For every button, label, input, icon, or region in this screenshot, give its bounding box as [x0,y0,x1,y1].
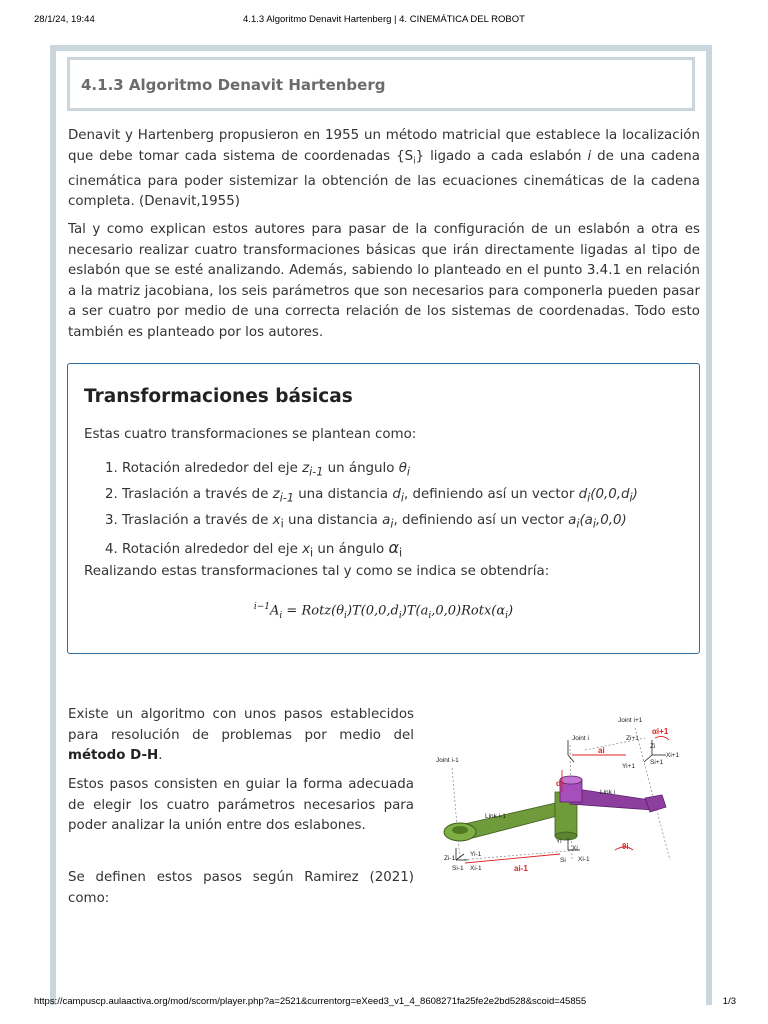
page-url: https://campuscp.aulaactiva.org/mod/scorm/player.php?a=2521&currentorg=eXeed3_v1_4_8608271fa25fe2e2bd528&scoid=45855 [34,996,587,1007]
label-joint-i: Joint i [572,735,589,742]
svg-text:Yi+1: Yi+1 [622,763,635,770]
svg-text:Si+1: Si+1 [650,759,664,766]
svg-text:Zi+1: Zi+1 [626,735,639,742]
explanation-paragraph: Tal y como explican estos autores para pasar de la configuración de un eslabón a otra es necesario realizar cuatro transformaciones básicas que irán directamente ligadas al tipo de eslabón que se esté analizando. Además, sabiendo lo planteado en el punto 3.4.1 en relación a la matriz jacobiana, los seis parámetros que son necesarios para componerla pueden pasar a ser cuatro por medio de una correcta relación de los sistemas de coordenadas. Todo esto también es planteado por los autores. [68,222,700,340]
label-joint-i-plus-1: Joint i+1 [618,717,643,724]
list-item: 4. Rotación alrededor del eje $x_i$ un ángulo $\alpha_i$ [122,537,638,565]
svg-text:Yi: Yi [556,838,562,845]
svg-text:Xi: Xi [572,845,578,852]
ramirez-paragraph: Se definen estos pasos según Ramirez (2021) como: [68,870,414,906]
section-heading-box [67,57,695,111]
label-alpha-i-plus-1: αi+1 [652,727,669,736]
svg-text:Yi-1: Yi-1 [470,851,482,858]
result-text: Realizando estas transformaciones tal y como se indica se obtendría: [84,564,550,579]
card-title: Transformaciones básicas [84,386,353,407]
dh-formula: $^{i-1}A_i$ = $Rotz(\theta_i)T(0,0,d_i)T(a_i,0,0)Rotx(\alpha_i)$ [253,602,514,621]
section-heading: 4.1.3 Algoritmo Denavit Hartenberg [81,76,386,94]
list-item: 3. Traslación a través de $x_i$ una distancia $a_i$, definiendo así un vector $a_i(a_i,0,0)$ [122,510,638,536]
transformations-list [84,458,638,565]
list-item: 2. Traslación a través de $z_{i-1}$ una distancia $d_i$, definiendo así un vector $d_i(0,0,d_i)$ [122,484,638,510]
svg-text:Zi-1: Zi-1 [444,855,456,862]
transformations-card [67,363,700,654]
svg-text:Si: Si [560,857,566,864]
svg-text:Xi-1: Xi-1 [470,865,482,872]
dh-diagram [430,710,700,880]
label-joint-i-minus-1: Joint i-1 [436,757,459,764]
svg-text:Xi-1: Xi-1 [578,856,590,863]
intro-paragraph: Denavit y Hartenberg propusieron en 1955 un método matricial que establece la localización que debe tomar cada sistema de coordenadas $\{S_i\}$ ligado a cada eslabón i de una cadena cinemática para poder sistemizar la obtención de las ecuaciones cinemáticas de la cadena completa. (Denavit,1955) [68,128,700,210]
list-item: 1. Rotación alrededor del eje $z_{i-1}$ un ángulo $\theta_i$ [122,458,638,484]
print-title: 4.1.3 Algoritmo Denavit Hartenberg | 4. CINEMÁTICA DEL ROBOT [243,14,525,25]
card-intro: Estas cuatro transformaciones se plantean como: [84,427,417,442]
label-theta-i: θi [622,842,629,851]
steps-paragraph: Estos pasos consisten en guiar la forma adecuada de elegir los cuatro parámetros necesarios para poder analizar la unión entre dos eslabones. [68,777,414,833]
label-di: di [556,779,564,788]
label-ai-minus-1: ai-1 [514,864,528,873]
svg-text:Si-1: Si-1 [452,865,464,872]
method-paragraph: Existe un algoritmo con unos pasos establecidos para resolución de problemas por medio del método D-H. [68,707,414,763]
svg-text:Zi: Zi [650,743,656,750]
print-datetime: 28/1/24, 19:44 [34,14,95,25]
label-link-i-minus-1: Link i-1 [485,813,506,820]
label-link-i: Link i [600,789,616,796]
label-ai: ai [598,746,605,755]
page-number: 1/3 [722,996,736,1007]
svg-text:Xi+1: Xi+1 [666,752,680,759]
